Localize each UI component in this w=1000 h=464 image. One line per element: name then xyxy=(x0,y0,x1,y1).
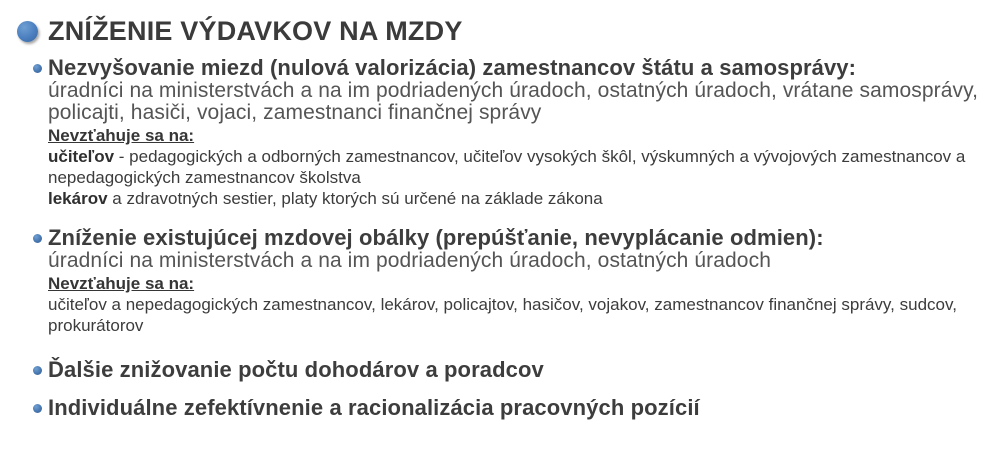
item-body: úradníci na ministerstvách a na im podriadených úradoch, ostatných úradoch, vrátane samosprávy, policajti, hasiči, vojaci, zamestnanci finančnej správy xyxy=(48,79,979,124)
bullet-list xyxy=(0,51,1000,420)
item-heading: Ďalšie znižovanie počtu dohodárov a poradcov xyxy=(48,357,544,382)
spacer xyxy=(33,209,980,225)
exception-line xyxy=(48,294,980,336)
item-body: úradníci na ministerstvách a na im podriadených úradoch, ostatných úradoch xyxy=(48,249,771,272)
list-item xyxy=(33,55,980,209)
spacer xyxy=(33,336,980,357)
exception-line xyxy=(48,146,980,188)
exception-text: - pedagogických a odborných zamestnancov, učiteľov vysokých škôl, výskumných a vývojových zamestnancov a nepedagogických zamestnancov školstva xyxy=(48,147,966,187)
exception-term: učiteľov xyxy=(48,147,115,166)
exception-label: Nevzťahuje sa na: xyxy=(48,126,195,145)
bullet-icon xyxy=(33,366,42,375)
list-item xyxy=(33,395,980,420)
exception-text: učiteľov a nepedagogických zamestnancov, lekárov, policajtov, hasičov, vojakov, zamestnancov finančnej správy, sudcov, prokurátorov xyxy=(48,295,957,335)
slide-title-row xyxy=(0,0,1000,51)
spacer xyxy=(33,382,980,395)
list-item xyxy=(33,357,980,382)
item-heading: Zníženie existujúcej mzdovej obálky (prepúšťanie, nevyplácanie odmien): xyxy=(48,225,824,250)
bullet-icon xyxy=(33,404,42,413)
exception-text: a zdravotných sestier, platy ktorých sú určené na základe zákona xyxy=(107,189,603,208)
bullet-icon xyxy=(33,64,42,73)
exception-term: lekárov xyxy=(48,189,108,208)
title-bullet-icon xyxy=(17,21,38,42)
slide-title: ZNÍŽENIE VÝDAVKOV NA MZDY xyxy=(48,16,463,46)
item-heading: Nezvyšovanie miezd (nulová valorizácia) zamestnancov štátu a samosprávy: xyxy=(48,55,857,80)
item-heading: Individuálne zefektívnenie a racionalizácia pracovných pozícií xyxy=(48,395,700,420)
exception-line xyxy=(48,188,980,209)
exception-label: Nevzťahuje sa na: xyxy=(48,274,195,293)
list-item xyxy=(33,225,980,336)
bullet-icon xyxy=(33,234,42,243)
